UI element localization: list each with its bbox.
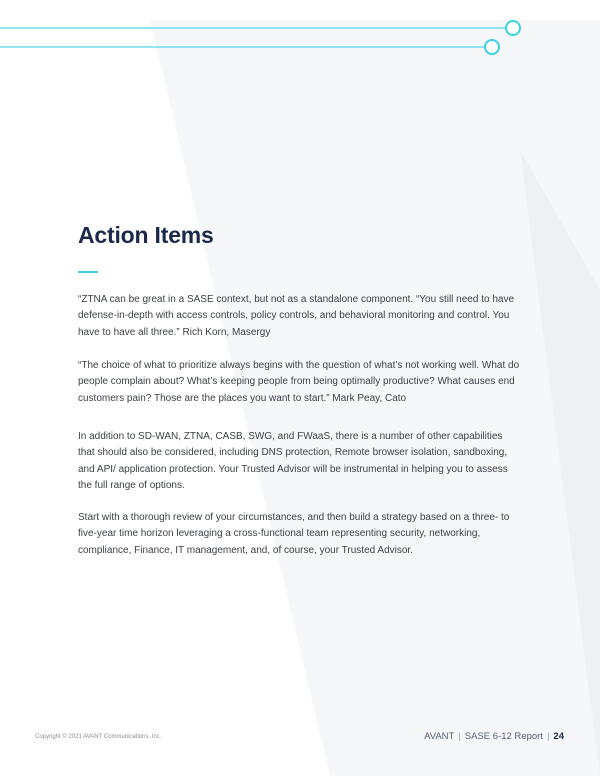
footer-report-name: SASE 6-12 Report: [464, 731, 543, 742]
footer-report-info: [424, 731, 564, 742]
copyright-notice: Copyright © 2021 AVANT Communications, Inc.: [35, 734, 162, 740]
footer-separator-2: |: [546, 731, 550, 742]
quote-paragraph-korn: “ZTNA can be great in a SASE context, but not as a standalone component. “You still need to have defense-in-depth with access controls, policy controls, and behavioral monitoring and control. You have to have all three.” Rich Korn, Masergy: [78, 294, 515, 338]
title-accent-rule: [78, 271, 98, 273]
quote-paragraph-peay: “The choice of what to prioritize always begins with the question of what’s not working well. What do people complain about? What’s keeping people from being optimally productive? What causes end customers pain? Those are the places you want to start.” Mark Peay, Cato: [78, 360, 520, 404]
page-title: Action Items: [78, 222, 214, 248]
page-number: 24: [553, 731, 564, 742]
footer-brand: AVANT: [424, 731, 455, 742]
strategy-paragraph: Start with a thorough review of your circumstances, and then build a strategy based on a three- to five-year time horizon leveraging a cross-functional team representing security, networking, compliance, Finance, IT management, and, of course, your Trusted Advisor.: [78, 512, 510, 556]
capabilities-paragraph: In addition to SD-WAN, ZTNA, CASB, SWG, and FWaaS, there is a number of other capabilities that should also be considered, including DNS protection, Remote browser isolation, sandboxing, and API/ application protection. Your Trusted Advisor will be instrumental in helping you to assess the full range of options.: [78, 431, 508, 491]
footer-separator: |: [458, 731, 461, 742]
